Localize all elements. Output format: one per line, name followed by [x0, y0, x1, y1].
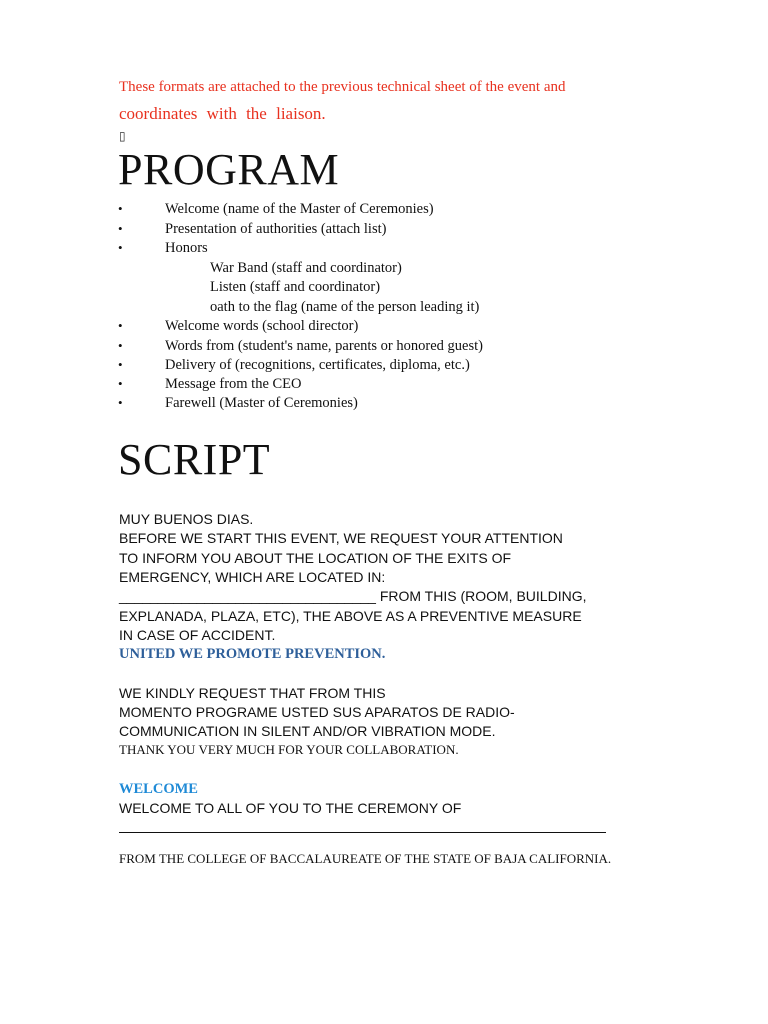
welcome-line: WELCOME TO ALL OF YOU TO THE CEREMONY OF	[119, 800, 462, 816]
program-heading: PROGRAM	[118, 145, 340, 194]
ceremony-name-blank-line	[119, 832, 606, 833]
script-line: EXPLANADA, PLAZA, ETC), THE ABOVE AS A PREVENTIVE MEASURE	[119, 608, 582, 624]
bullet-icon: •	[118, 395, 123, 410]
program-item-label: Welcome (name of the Master of Ceremonies)	[165, 201, 434, 217]
program-item-label: Words from (student's name, parents or honored guest)	[165, 337, 483, 354]
thanks-line: THANK YOU VERY MUCH FOR YOUR COLLABORATION.	[119, 742, 459, 757]
welcome-heading: WELCOME	[119, 781, 198, 797]
bullet-icon: •	[118, 240, 123, 255]
bullet-icon: •	[118, 357, 123, 372]
program-item-label: Farewell (Master of Ceremonies)	[165, 395, 358, 411]
script-line-greeting: MUY BUENOS DIAS.	[119, 511, 254, 527]
program-subitem-label: oath to the flag (name of the person leading it)	[210, 298, 480, 315]
bullet-icon: •	[118, 201, 123, 216]
placeholder-glyph-icon: ▯	[119, 129, 126, 143]
script-line: TO INFORM YOU ABOUT THE LOCATION OF THE EXITS OF	[119, 550, 512, 566]
script-line-exit-blank: _________________________________ FROM THIS (ROOM, BUILDING,	[119, 588, 587, 604]
request-line: COMMUNICATION IN SILENT AND/OR VIBRATION MODE.	[119, 723, 496, 739]
college-line: FROM THE COLLEGE OF BACCALAUREATE OF THE STATE OF BAJA CALIFORNIA.	[119, 851, 612, 866]
program-item-label: Presentation of authorities (attach list)	[165, 220, 387, 237]
bullet-icon: •	[118, 376, 123, 391]
script-line: IN CASE OF ACCIDENT.	[119, 627, 276, 643]
program-item-label: Honors	[165, 240, 208, 256]
script-line: BEFORE WE START THIS EVENT, WE REQUEST YOUR ATTENTION	[119, 530, 563, 546]
script-heading: SCRIPT	[118, 435, 271, 484]
bullet-icon: •	[118, 318, 123, 333]
header-note-line-1: These formats are attached to the previous technical sheet of the event and	[119, 79, 566, 95]
bullet-icon: •	[118, 220, 123, 236]
program-subitem-label: War Band (staff and coordinator)	[210, 259, 402, 276]
program-item-label: Message from the CEO	[165, 376, 302, 392]
request-line: WE KINDLY REQUEST THAT FROM THIS	[119, 685, 386, 701]
bullet-icon: •	[118, 337, 123, 353]
script-line: EMERGENCY, WHICH ARE LOCATED IN:	[119, 569, 386, 585]
program-item-label: Delivery of (recognitions, certificates, diploma, etc.)	[165, 357, 470, 373]
request-line: MOMENTO PROGRAME USTED SUS APARATOS DE RADIO-	[119, 704, 515, 720]
program-item-label: Welcome words (school director)	[165, 318, 359, 334]
program-subitem-label: Listen (staff and coordinator)	[210, 279, 381, 295]
prevention-slogan: UNITED WE PROMOTE PREVENTION.	[119, 646, 386, 662]
header-note-line-2: coordinates with the liaison.	[119, 104, 326, 123]
